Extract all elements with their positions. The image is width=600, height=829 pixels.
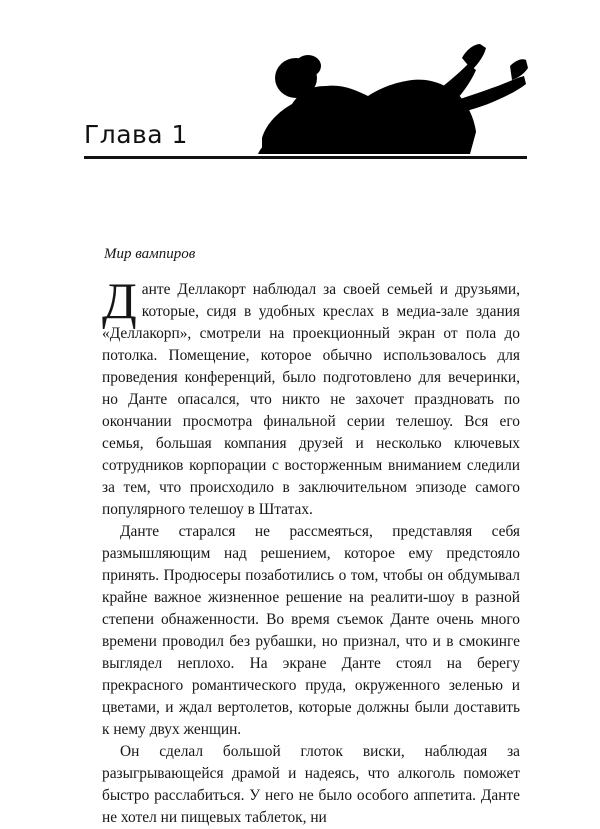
body-text bbox=[102, 274, 520, 829]
paragraph-1 bbox=[102, 274, 520, 521]
section-title: Мир вампиров bbox=[104, 246, 196, 262]
paragraph-1-text: анте Деллакорт наблюдал за своей семьей и друзьями, которые, сидя в удобных креслах в медиа-зале здания «Деллакорп», смотрели на проекционный экран от пола до потолка. Помещение, которое обычно использовалось для проведения конференций, было подготовлено для вечеринки, но Данте опасался, что никто не захочет праздновать по окончании просмотра финальной серии телешоу. Вся его семья, большая компания друзей и несколько ключевых сотрудников корпорации с восторженным вниманием следили за тем, что происходило в заключительном эпизоде самого популярного телешоу в Штатах. bbox=[102, 281, 520, 518]
paragraph-3: Он сделал большой глоток виски, наблюдая за разыгрывающейся драмой и надеясь, что алкоголь поможет быстро расслабиться. У него не было особого аппетита. Данте не хотел ни пищевых таблеток, ни bbox=[102, 743, 520, 826]
chapter-title: Глава 1 bbox=[84, 120, 188, 149]
reclining-woman-silhouette-icon bbox=[0, 0, 600, 160]
drop-cap: Д bbox=[102, 274, 137, 330]
paragraph-2: Данте старался не рассмеяться, представляя себя размышляющим над решением, которое ему предстояло принять. Продюсеры позаботились о том, чтобы он обдумывал крайне важное жизненное решение на реалити-шоу в разной степени обнаженности. Во время съемок Данте очень много времени проводил без рубашки, но признал, что и в смокинге выглядел неплохо. На экране Данте стоял на берегу прекрасного романтического пруда, окруженного зеленью и цветами, и ждал вертолетов, которые должны были доставить к нему двух женщин. bbox=[102, 523, 520, 738]
chapter-rule bbox=[84, 156, 527, 159]
